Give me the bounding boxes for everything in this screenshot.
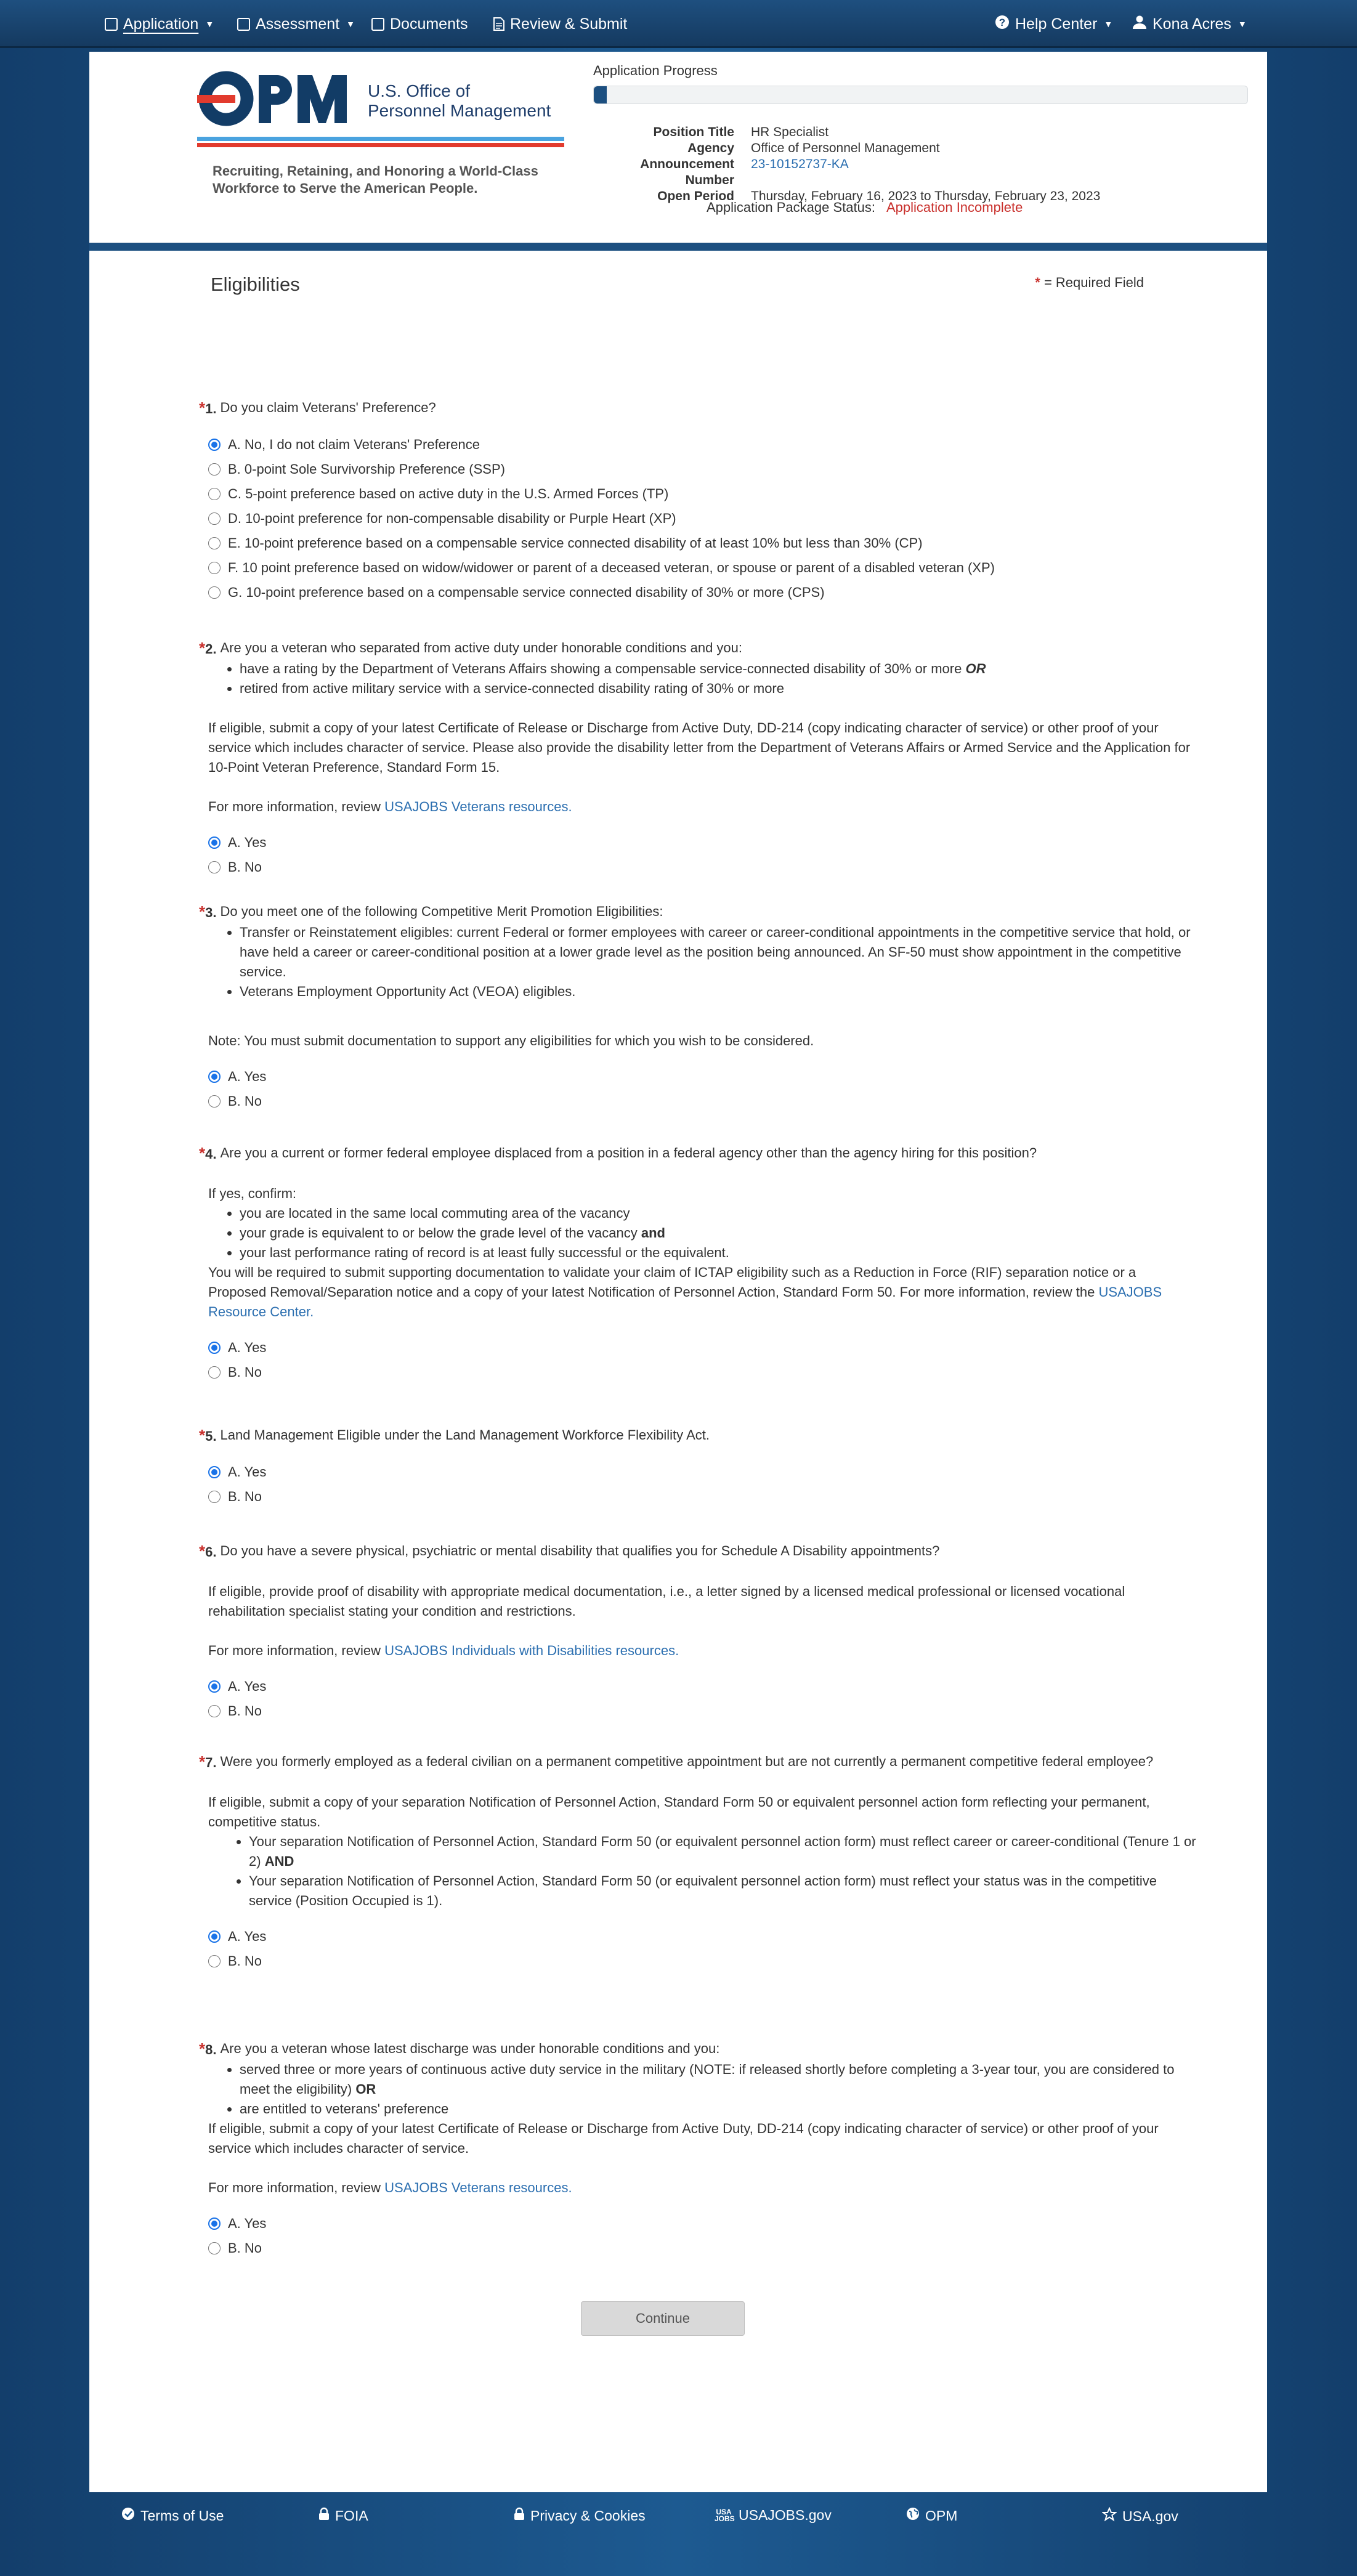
paragraph-text: You will be required to submit supporting documentation to validate your claim of ICTAP eligibility such as a Reduction in Force (RIF) separation notice or a Proposed Removal/Separation notice and a copy of your latest Notification of Personnel Action, Standard Form 50. For more information, review the	[208, 1265, 1136, 1300]
question-text: Land Management Eligible under the Land Management Workforce Flexibility Act.	[220, 1427, 710, 1443]
question-circle-icon	[995, 15, 1010, 34]
answer-option[interactable]	[208, 1699, 1197, 1723]
radio-button[interactable]	[208, 1071, 221, 1083]
more-info-link[interactable]: USAJOBS Individuals with Disabilities resources.	[384, 1643, 679, 1658]
question-body	[208, 923, 1197, 1051]
nav-application-label: Application	[123, 15, 199, 33]
bullet-item	[240, 982, 1197, 1002]
option-label: B. No	[228, 1703, 262, 1719]
option-label: B. No	[228, 1364, 262, 1380]
question-number-text: 1.	[205, 401, 217, 416]
question-bullets	[249, 1832, 1197, 1911]
paragraph-text: If eligible, submit a copy of your latest Certificate of Release or Discharge from Active Duty, DD-214 (copy indicating character of service) or other proof of your service which includes character of service.	[208, 2121, 1159, 2156]
position-title: HR Specialist	[751, 125, 829, 139]
question-title	[199, 902, 1197, 923]
option-label: A. No, I do not claim Veterans' Preference	[228, 437, 480, 452]
answer-options	[208, 1924, 1197, 1974]
footer-terms-label: Terms of Use	[140, 2507, 224, 2524]
question-body	[208, 1582, 1197, 1661]
option-label: B. No	[228, 1953, 262, 1969]
option-label: G. 10-point preference based on a compensable service connected disability of 30% or more (CPS)	[228, 585, 825, 600]
lock-icon	[318, 2507, 330, 2524]
question-number	[199, 902, 216, 923]
answer-option[interactable]	[208, 1064, 1197, 1089]
question-number	[199, 1541, 216, 1562]
question-text: Are you a current or former federal employee displaced from a position in a federal agency other than the agency hiring for this position?	[220, 1145, 1037, 1160]
footer-foia-link[interactable]	[318, 2507, 368, 2524]
open-period: Thursday, February 16, 2023 to Thursday, February 23, 2023	[751, 189, 1101, 203]
footer	[89, 2492, 1267, 2540]
question-number	[199, 398, 216, 419]
footer-terms-link[interactable]	[121, 2507, 224, 2524]
question-number-text: 7.	[205, 1755, 217, 1770]
answer-option[interactable]	[208, 1674, 1197, 1699]
answer-option[interactable]	[208, 1924, 1197, 1949]
more-info-link[interactable]: USAJOBS Veterans resources.	[384, 2180, 572, 2195]
answer-option[interactable]	[208, 506, 1197, 531]
more-info-prefix: For more information, review	[208, 1643, 381, 1658]
bullet-text: have a rating by the Department of Veterans Affairs showing a compensable service-connected disability of 30% or more	[240, 661, 962, 676]
radio-button[interactable]	[208, 488, 221, 500]
bullet-emphasis: OR	[355, 2081, 376, 2097]
radio-button[interactable]	[208, 836, 221, 849]
header-divider	[89, 243, 1267, 251]
option-label: A. Yes	[228, 2216, 267, 2231]
paragraph-text: If eligible, provide proof of disability with appropriate medical documentation, i.e., a letter signed by a licensed medical professional or licensed vocational rehabilitation specialist stating your condition and restrictions.	[208, 1584, 1125, 1619]
nav-review-submit-label: Review & Submit	[510, 15, 628, 33]
required-star: *	[1035, 275, 1040, 290]
question-number-text: 5.	[205, 1428, 217, 1444]
question-text: Do you meet one of the following Competitive Merit Promotion Eligibilities:	[220, 904, 663, 919]
open-period-key: Open Period	[657, 189, 734, 203]
option-label: E. 10-point preference based on a compensable service connected disability of at least 10% but less than 30% (CP)	[228, 535, 923, 551]
answer-option[interactable]	[208, 855, 1197, 880]
radio-button[interactable]	[208, 586, 221, 599]
bullet-item	[240, 679, 1197, 699]
bullet-item	[249, 1871, 1197, 1911]
radio-button[interactable]	[208, 2242, 221, 2254]
progress-bar	[593, 86, 1248, 104]
position-title-key: Position Title	[653, 125, 734, 139]
required-star: *	[199, 902, 206, 921]
logo-tagline: Recruiting, Retaining, and Honoring a World-Class Workforce to Serve the American People.	[213, 163, 538, 196]
option-label: B. No	[228, 2240, 262, 2256]
option-label: C. 5-point preference based on active duty in the U.S. Armed Forces (TP)	[228, 486, 669, 501]
question-2	[199, 638, 1197, 880]
footer-privacy-label: Privacy & Cookies	[530, 2507, 646, 2524]
footer-usagov-label: USA.gov	[1122, 2508, 1178, 2524]
caret-down-icon: ▼	[205, 19, 214, 29]
answer-option[interactable]	[208, 1335, 1197, 1360]
bullet-item	[240, 659, 1197, 679]
question-paragraph	[208, 1263, 1197, 1322]
question-paragraph	[208, 1582, 1197, 1621]
option-label: F. 10 point preference based on widow/widower or parent of a deceased veteran, or spouse or parent of a disabled veteran (XP)	[228, 560, 995, 575]
agency-key: Agency	[687, 141, 734, 155]
question-text: Were you formerly employed as a federal civilian on a permanent competitive appointment but are not currently a permanent competitive federal employee?	[220, 1754, 1154, 1769]
question-7	[199, 1752, 1197, 1974]
question-number-text: 4.	[205, 1146, 217, 1162]
required-star: *	[199, 399, 206, 417]
option-label: A. Yes	[228, 1679, 267, 1694]
answer-options	[208, 2211, 1197, 2261]
question-body	[208, 1184, 1197, 1322]
bullet-text: you are located in the same local commuting area of the vacancy	[240, 1205, 630, 1221]
question-8	[199, 2039, 1197, 2261]
checkbox-icon	[237, 18, 250, 31]
answer-option[interactable]	[208, 1089, 1197, 1114]
footer-usajobs-label: USAJOBS.gov	[739, 2507, 832, 2523]
question-number	[199, 1752, 216, 1773]
lock-icon	[514, 2507, 525, 2524]
user-icon	[1132, 15, 1147, 34]
radio-button[interactable]	[208, 512, 221, 525]
page-container	[89, 52, 1267, 2492]
answer-option[interactable]	[208, 2211, 1197, 2236]
agency: Office of Personnel Management	[751, 141, 940, 155]
bullet-item	[240, 2060, 1197, 2099]
question-6	[199, 1541, 1197, 1723]
answer-option[interactable]	[208, 1460, 1197, 1484]
question-3	[199, 902, 1197, 1114]
option-label: A. Yes	[228, 1340, 267, 1355]
question-paragraph	[208, 1031, 1197, 1051]
question-body	[208, 659, 1197, 817]
question-text: Do you have a severe physical, psychiatric or mental disability that qualifies you for Schedule A Disability appointments?	[220, 1543, 940, 1558]
radio-button[interactable]	[208, 1955, 221, 1967]
answer-option[interactable]	[208, 1360, 1197, 1385]
answer-option[interactable]	[208, 482, 1197, 506]
answer-option[interactable]	[208, 432, 1197, 457]
required-star: *	[199, 1426, 206, 1444]
answer-options	[208, 1460, 1197, 1509]
position-details	[593, 124, 1100, 205]
question-title	[199, 1752, 1197, 1773]
option-label: A. Yes	[228, 1464, 267, 1480]
option-label: A. Yes	[228, 1069, 267, 1084]
nav-assessment[interactable]	[237, 0, 355, 48]
announcement-link[interactable]: 23-10152737-KA	[751, 157, 849, 171]
announcement-key: Announcement Number	[640, 157, 734, 187]
question-bullets	[240, 923, 1197, 1002]
question-number	[199, 1143, 216, 1164]
footer-privacy-link[interactable]	[514, 2507, 646, 2524]
question-number-text: 6.	[205, 1544, 217, 1560]
package-status-value: Application Incomplete	[886, 200, 1023, 215]
bullet-item	[249, 1832, 1197, 1871]
required-legend	[1035, 275, 1144, 291]
footer-usajobs-link[interactable]	[715, 2507, 832, 2524]
bullet-text: Your separation Notification of Personnel Action, Standard Form 50 (or equivalent personnel action form) must reflect career or career-conditional (Tenure 1 or 2)	[249, 1834, 1196, 1869]
answer-option[interactable]	[208, 1949, 1197, 1974]
bullet-emphasis: OR	[965, 661, 986, 676]
answer-option[interactable]	[208, 580, 1197, 605]
radio-button[interactable]	[208, 1095, 221, 1108]
paragraph-text: Note: You must submit documentation to support any eligibilities for which you wish to be considered.	[208, 1033, 814, 1048]
caret-down-icon: ▼	[346, 19, 355, 29]
answer-option[interactable]	[208, 556, 1197, 580]
bullet-emphasis: and	[641, 1225, 665, 1241]
logo-line-2: Personnel Management	[368, 101, 551, 120]
progress-label: Application Progress	[593, 63, 718, 78]
radio-button[interactable]	[208, 537, 221, 549]
question-paragraph	[208, 718, 1197, 777]
radio-button[interactable]	[208, 1680, 221, 1693]
top-navbar	[0, 0, 1357, 48]
question-body	[208, 2060, 1197, 2198]
option-label: B. 0-point Sole Survivorship Preference (SSP)	[228, 461, 505, 477]
question-number	[199, 638, 216, 659]
radio-button[interactable]	[208, 1342, 221, 1354]
question-5	[199, 1425, 1197, 1509]
resource-center-link[interactable]: USAJOBS Resource Center.	[208, 1284, 1162, 1319]
radio-button[interactable]	[208, 2218, 221, 2230]
nav-help-center-label: Help Center	[1015, 15, 1098, 33]
footer-usagov-link[interactable]	[1102, 2507, 1178, 2525]
answer-options	[208, 830, 1197, 880]
paragraph-text: If eligible, submit a copy of your latest Certificate of Release or Discharge from Active Duty, DD-214 (copy indicating character of service) or other proof of your service which includes character of service. Please also provide the disability letter from the Department of Veterans Affairs or Armed Service and the Application for 10-Point Veteran Preference, Standard Form 15.	[208, 720, 1191, 775]
radio-button[interactable]	[208, 1705, 221, 1717]
radio-button[interactable]	[208, 463, 221, 476]
footer-opm-label: OPM	[925, 2507, 958, 2524]
radio-button[interactable]	[208, 1466, 221, 1478]
nav-assessment-label: Assessment	[256, 15, 340, 33]
bullet-text: Transfer or Reinstatement eligibles: current Federal or former employees with career or career-conditional appointments in the competitive service that hold, or have held a career or career-conditional position at a lower grade level as the position being announced. An SF-50 must show appointment in the competitive service.	[240, 925, 1191, 979]
package-status-label: Application Package Status:	[707, 200, 875, 215]
radio-button[interactable]	[208, 1491, 221, 1503]
question-number-text: 8.	[205, 2042, 217, 2057]
bullet-text: Veterans Employment Opportunity Act (VEOA) eligibles.	[240, 984, 576, 999]
bullet-item	[240, 2099, 1197, 2119]
nav-documents[interactable]	[371, 0, 468, 48]
question-title	[199, 638, 1197, 659]
question-number-text: 2.	[205, 641, 217, 657]
bullet-emphasis: AND	[264, 1853, 294, 1869]
answer-option[interactable]	[208, 2236, 1197, 2261]
question-bullets	[240, 659, 1197, 699]
question-1	[199, 398, 1197, 605]
logo-line-1: U.S. Office of	[368, 81, 470, 100]
option-label: B. No	[228, 859, 262, 875]
answer-options	[208, 432, 1197, 605]
required-star: *	[199, 1752, 206, 1771]
more-info-prefix: For more information, review	[208, 799, 381, 814]
section-title: Eligibilities	[211, 273, 300, 295]
answer-options	[208, 1335, 1197, 1385]
required-star: *	[199, 2039, 206, 2058]
document-icon	[493, 17, 504, 31]
bullet-text: served three or more years of continuous active duty service in the military (NOTE: if released shortly before completing a 3-year tour, you are considered to meet the eligibility)	[240, 2062, 1175, 2097]
progress-fill	[594, 86, 607, 103]
continue-button[interactable]: Continue	[581, 2301, 745, 2336]
question-paragraph	[208, 2119, 1197, 2158]
question-text: Do you claim Veterans' Preference?	[220, 400, 436, 415]
answer-options	[208, 1674, 1197, 1723]
svg-text:?: ?	[999, 16, 1006, 28]
globe-icon	[906, 2507, 920, 2524]
radio-button[interactable]	[208, 562, 221, 574]
bullet-item	[240, 1223, 1197, 1243]
nav-review-submit[interactable]	[493, 0, 627, 48]
required-star: *	[199, 1144, 206, 1162]
nav-documents-label: Documents	[390, 15, 468, 33]
logo-stripes	[197, 137, 564, 149]
option-label: B. No	[228, 1489, 262, 1504]
header	[89, 52, 1267, 243]
more-info	[208, 2178, 1197, 2198]
package-status	[707, 200, 1023, 216]
bullet-item	[240, 1243, 1197, 1263]
question-body	[208, 1792, 1197, 1911]
bullet-text: Your separation Notification of Personnel Action, Standard Form 50 (or equivalent personnel action form) must reflect your status was in the competitive service (Position Occupied is 1).	[249, 1873, 1157, 1908]
bullet-text: retired from active military service with a service-connected disability rating of 30% or more	[240, 681, 784, 696]
checkbox-icon	[105, 18, 118, 31]
opm-logo-mark	[197, 69, 363, 128]
question-intro: If yes, confirm:	[208, 1186, 297, 1201]
usajobs-logo-icon: USA JOBS	[715, 2507, 735, 2523]
question-title	[199, 1425, 1197, 1446]
nav-help-center[interactable]	[995, 0, 1112, 48]
required-star: *	[199, 1542, 206, 1560]
answer-options	[208, 1064, 1197, 1114]
question-title	[199, 2039, 1197, 2060]
bullet-text: your last performance rating of record is at least fully successful or the equivalent.	[240, 1245, 729, 1260]
answer-option[interactable]	[208, 531, 1197, 556]
opm-logo[interactable]	[197, 69, 567, 196]
option-label: A. Yes	[228, 1929, 267, 1944]
checkbox-icon	[371, 18, 384, 31]
more-info-prefix: For more information, review	[208, 2180, 381, 2195]
question-bullets	[240, 1204, 1197, 1263]
footer-foia-label: FOIA	[335, 2507, 368, 2524]
bullet-text: your grade is equivalent to or below the grade level of the vacancy	[240, 1225, 638, 1241]
radio-button[interactable]	[208, 1366, 221, 1379]
footer-opm-link[interactable]	[906, 2507, 957, 2524]
question-bullets	[240, 2060, 1197, 2119]
required-legend-text: = Required Field	[1043, 275, 1144, 290]
question-title	[199, 398, 1197, 419]
nav-user-menu[interactable]	[1132, 0, 1247, 48]
nav-application[interactable]	[105, 0, 214, 48]
more-info	[208, 1641, 1197, 1661]
radio-button[interactable]	[208, 861, 221, 873]
option-label: B. No	[228, 1093, 262, 1109]
bullet-item	[240, 923, 1197, 982]
required-star: *	[199, 639, 206, 657]
answer-option[interactable]	[208, 830, 1197, 855]
question-number	[199, 1425, 216, 1446]
star-icon	[1102, 2507, 1117, 2525]
question-title	[199, 1541, 1197, 1562]
question-title	[199, 1143, 1197, 1164]
question-paragraph: If eligible, submit a copy of your separation Notification of Personnel Action, Standard Form 50 or equivalent personnel action form reflecting your permanent, competitive status.	[208, 1794, 1150, 1829]
question-number-text: 3.	[205, 905, 217, 920]
bullet-text: are entitled to veterans' preference	[240, 2101, 449, 2116]
bullet-item	[240, 1204, 1197, 1223]
question-4	[199, 1143, 1197, 1385]
more-info	[208, 797, 1197, 817]
caret-down-icon: ▼	[1104, 19, 1113, 29]
option-label: A. Yes	[228, 835, 267, 850]
option-label: D. 10-point preference for non-compensable disability or Purple Heart (XP)	[228, 511, 676, 526]
question-text: Are you a veteran who separated from active duty under honorable conditions and you:	[220, 640, 743, 655]
nav-user-label: Kona Acres	[1152, 15, 1231, 33]
question-text: Are you a veteran whose latest discharge was under honorable conditions and you:	[220, 2041, 720, 2056]
answer-option[interactable]	[208, 1484, 1197, 1509]
caret-down-icon: ▼	[1238, 19, 1247, 29]
radio-button[interactable]	[208, 1930, 221, 1943]
more-info-link[interactable]: USAJOBS Veterans resources.	[384, 799, 572, 814]
radio-button[interactable]	[208, 439, 221, 451]
check-circle-icon	[121, 2507, 135, 2524]
answer-option[interactable]	[208, 457, 1197, 482]
question-number	[199, 2039, 216, 2060]
